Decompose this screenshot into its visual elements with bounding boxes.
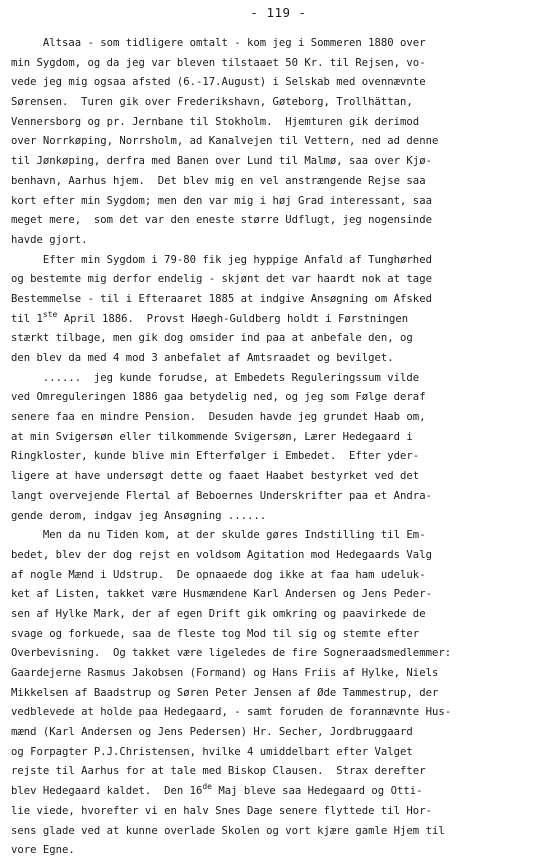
text-line: bedet, blev der dog rejst en voldsom Agitation mod Hedegaards Valg	[11, 548, 432, 561]
text-line: svage og forkuede, saa de fleste tog Mod til sig og stemte efter	[11, 627, 420, 640]
superscript: ste	[42, 309, 58, 319]
text-fragment: blev Hedegaard kaldet. Den 16	[11, 785, 203, 798]
text-line: rejste til Aarhus for at tale med Biskop Clausen. Strax derefter	[11, 765, 426, 778]
text-line: Men da nu Tiden kom, at der skulde gøres Indstilling til Em-	[11, 529, 426, 542]
text-line: Ringkloster, kunde blive min Efterfølger i Embedet. Efter yder-	[11, 450, 420, 463]
text-line: sens glade ved at kunne overlade Skolen og vort kjære gamle Hjem til	[11, 824, 445, 837]
text-line: Bestemmelse - til i Efteraaret 1885 at indgive Ansøgning om Afsked	[11, 292, 432, 305]
text-line: kort efter min Sygdom; men den var mig i høj Grad interessant, saa	[11, 194, 432, 207]
text-line: vede jeg mig ogsaa afsted (6.-17.August) i Selskab med ovennævnte	[11, 76, 426, 89]
text-line: Sørensen. Turen gik over Frederikshavn, Gøteborg, Trollhättan,	[11, 96, 413, 109]
text-line: Efter min Sygdom i 79-80 fik jeg hyppige Anfald af Tunghørhed	[11, 253, 432, 266]
text-line: den blev da med 4 mod 3 anbefalet af Amtsraadet og bevilget.	[11, 352, 394, 364]
text-line: Gaardejerne Rasmus Jakobsen (Formand) og Hans Friis af Hylke, Niels	[11, 667, 439, 679]
text-line	[11, 782, 557, 802]
text-line: vore Egne.	[11, 844, 75, 857]
text-line: havde gjort.	[11, 233, 88, 246]
text-line: Vennersborg og pr. Jernbane til Stokholm. Hjemturen gik derimod	[11, 115, 420, 128]
text-line: Overbevisning. Og takket være ligeledes de fire Sogneraadsmedlemmer:	[11, 647, 452, 660]
text-line: ket af Listen, takket være Husmændene Karl Andersen og Jens Peder-	[11, 588, 432, 601]
document-body	[11, 34, 557, 861]
text-line: ligere at have undersøgt dette og faaet Haabet bestyrket ved det	[11, 470, 420, 483]
text-line: og bestemte mig derfor endelig - skjønt det var haardt nok at tage	[11, 273, 432, 286]
superscript: de	[202, 782, 212, 792]
text-line: af nogle Mænd i Udstrup. De opnaaede dog ikke at faa ham udeluk-	[11, 568, 426, 581]
text-line: til Jønkøping, derfra med Banen over Lund til Malmø, saa over Kjø-	[11, 155, 432, 168]
text-line	[11, 310, 557, 330]
text-line: ved Omreguleringen 1886 gaa betydelig ned, og jeg som Følge deraf	[11, 391, 426, 404]
text-line: benhavn, Aarhus hjem. Det blev mig en vel anstrængende Rejse saa	[11, 174, 426, 187]
text-fragment: April 1886. Provst Høegh-Guldberg holdt i Førstningen	[57, 312, 409, 325]
text-line: at min Svigersøn eller tilkommende Svigersøn, Lærer Hedegaard i	[11, 430, 413, 443]
text-fragment: Maj bleve saa Hedegaard og Otti-	[211, 785, 423, 798]
text-line: Mikkelsen af Baadstrup og Søren Peter Jensen af Øde Tammestrup, der	[11, 686, 439, 699]
text-line: meget mere, som det var den eneste større Udflugt, jeg nogensinde	[11, 214, 432, 227]
text-line: ...... jeg kunde forudse, at Embedets Reguleringssum vilde	[11, 371, 420, 384]
text-line: og Forpagter P.J.Christensen, hvilke 4 umiddelbart efter Valget	[11, 745, 413, 758]
text-line: vedblevede at holde paa Hedegaard, - samt foruden de forannævnte Hus-	[11, 706, 452, 719]
text-line: Altsaa - som tidligere omtalt - kom jeg i Sommeren 1880 over	[11, 37, 426, 49]
text-line: over Norrkøping, Norrsholm, ad Kanalvejen til Vettern, ned ad denne	[11, 135, 439, 148]
text-line: stærkt tilbage, men gik dog omsider ind paa at anbefale den, og	[11, 332, 413, 345]
text-line: sen af Hylke Mark, der af egen Drift gik omkring og paavirkede de	[11, 607, 426, 620]
text-line: langt overvejende Flertal af Beboernes Underskrifter paa et Andra-	[11, 489, 432, 502]
page-number: - 119 -	[250, 5, 307, 20]
text-line: gende derom, indgav jeg Ansøgning ......	[11, 509, 267, 522]
text-line: min Sygdom, og da jeg var bleven tilstaaet 50 Kr. til Rejsen, vo-	[11, 56, 426, 69]
text-line: lie viede, hvorefter vi en halv Snes Dage senere flyttede til Hor-	[11, 804, 432, 817]
text-line: senere faa en mindre Pension. Desuden havde jeg grundet Haab om,	[11, 411, 426, 424]
text-fragment: til 1	[11, 312, 43, 325]
text-line: mænd (Karl Andersen og Jens Pedersen) Hr. Secher, Jordbruggaard	[11, 726, 413, 739]
